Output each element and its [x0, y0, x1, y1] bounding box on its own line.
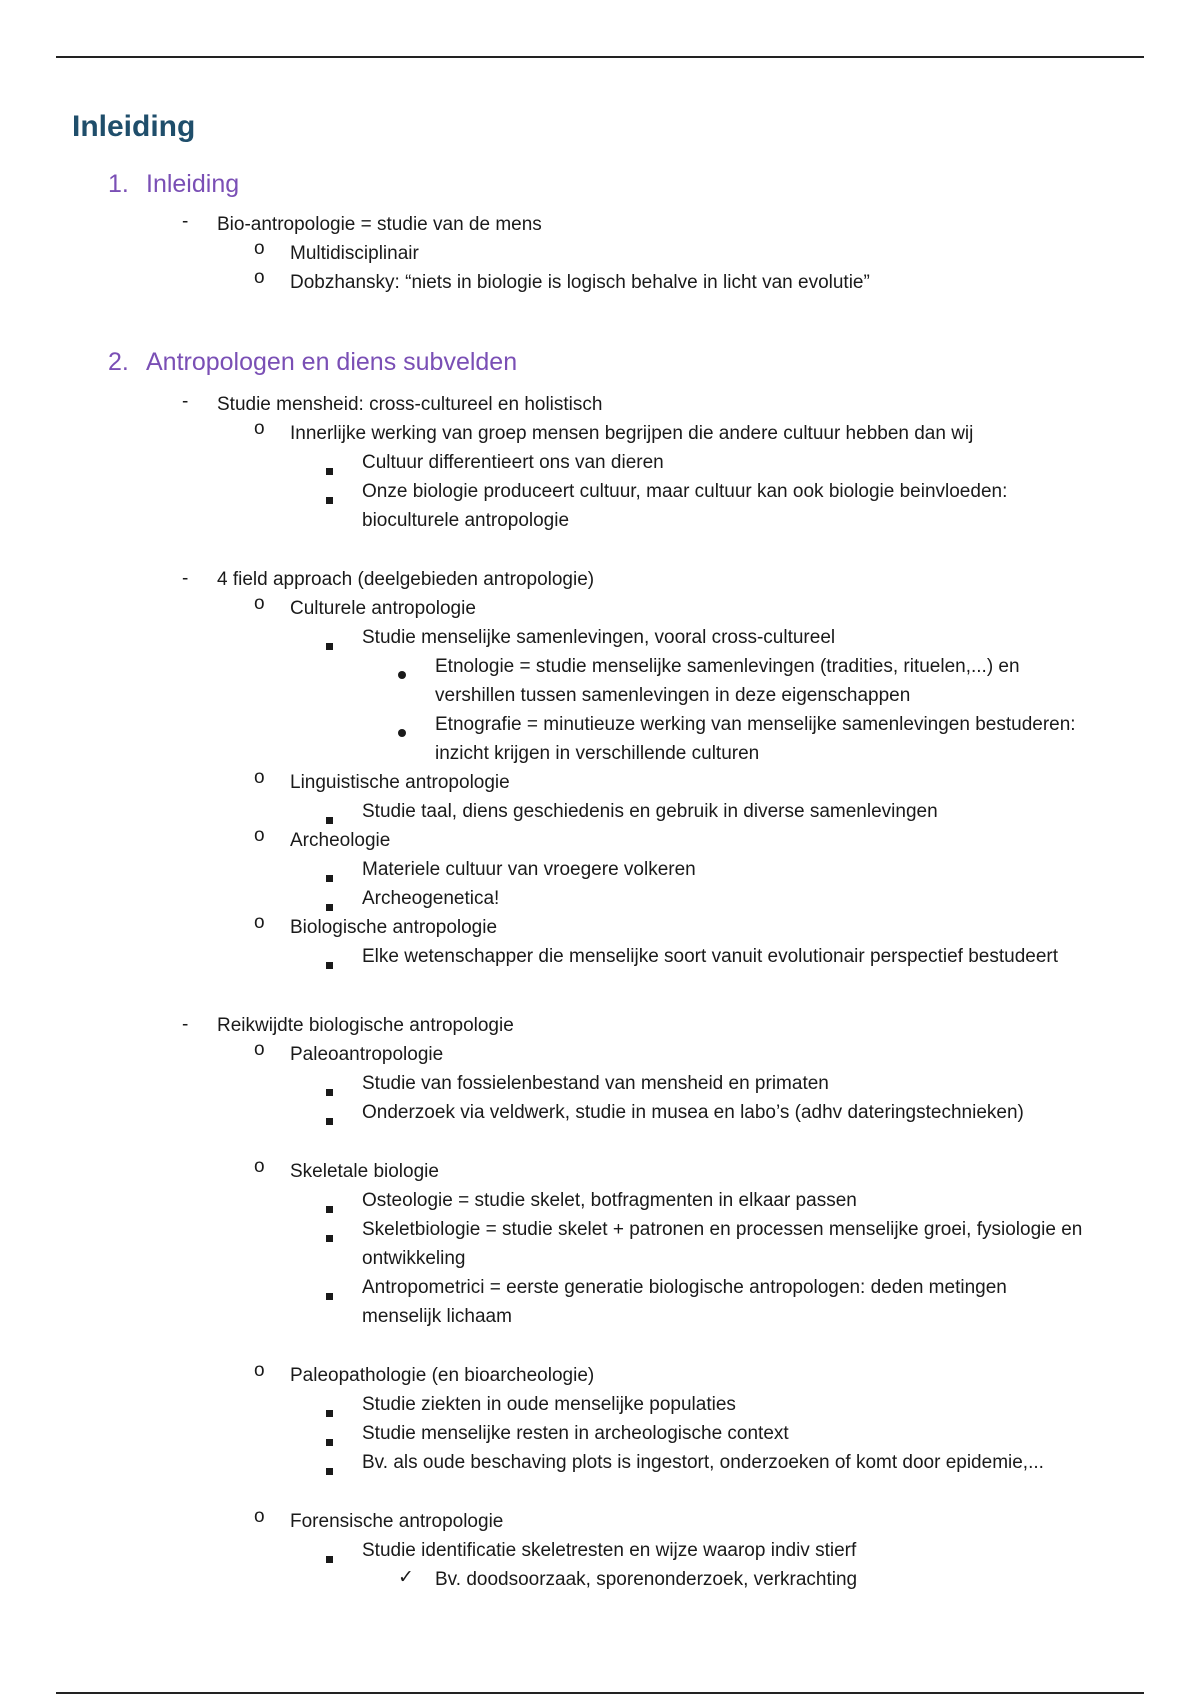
list-item-continuation: bioculturele antropologie: [362, 510, 570, 531]
list-item: Studie van fossielenbestand van mensheid en primaten: [362, 1073, 829, 1094]
list-item: Skeletale biologie: [290, 1161, 439, 1182]
list-item: Studie ziekten in oude menselijke populaties: [362, 1394, 736, 1415]
section-title: Inleiding: [146, 170, 240, 198]
check-marker: ✓: [398, 1567, 414, 1588]
list-item: 4 field approach (deelgebieden antropologie): [217, 569, 595, 590]
list-item: Paleoantropologie: [290, 1044, 444, 1065]
list-item: Antropometrici = eerste generatie biologische antropologen: deden metingen: [362, 1277, 1007, 1298]
list-item: Studie identificatie skeletresten en wijze waarop indiv stierf: [362, 1540, 857, 1561]
section-heading-1: [108, 170, 239, 199]
list-item: Studie mensheid: cross-cultureel en holistisch: [217, 394, 603, 415]
list-item-continuation: menselijk lichaam: [362, 1306, 512, 1327]
square-bullet: [326, 488, 333, 510]
section-title: Antropologen en diens subvelden: [146, 348, 518, 376]
square-bullet: [326, 1080, 333, 1102]
header-rule: [56, 56, 1144, 58]
square-bullet: [326, 1109, 333, 1131]
square-bullet: [326, 866, 333, 888]
circle-marker: o: [254, 825, 265, 846]
list-item-continuation: ontwikkeling: [362, 1248, 466, 1269]
dash-marker: -: [182, 211, 189, 232]
list-item: Reikwijdte biologische antropologie: [217, 1015, 514, 1036]
list-item: Multidisciplinair: [290, 243, 419, 264]
list-item: Linguistische antropologie: [290, 772, 510, 793]
list-item: Forensische antropologie: [290, 1511, 504, 1532]
circle-marker: o: [254, 912, 265, 933]
list-item: Cultuur differentieert ons van dieren: [362, 452, 664, 473]
square-bullet: [326, 1547, 333, 1569]
circle-marker: o: [254, 418, 265, 439]
circle-marker: o: [254, 238, 265, 259]
page-title: Inleiding: [72, 110, 196, 143]
section-heading-2: [108, 348, 517, 377]
list-item: Onderzoek via veldwerk, studie in musea en labo’s (adhv dateringstechnieken): [362, 1102, 1024, 1123]
list-item: Bv. als oude beschaving plots is ingestort, onderzoeken of komt door epidemie,...: [362, 1452, 1044, 1473]
list-item: Etnografie = minutieuze werking van menselijke samenlevingen bestuderen:: [435, 714, 1076, 735]
list-item: Bio-antropologie = studie van de mens: [217, 214, 542, 235]
square-bullet: [326, 1401, 333, 1423]
footer-rule: [56, 1692, 1144, 1694]
list-item: Bv. doodsoorzaak, sporenonderzoek, verkrachting: [435, 1569, 858, 1590]
circle-marker: o: [254, 1506, 265, 1527]
section-number: 2.: [108, 348, 129, 376]
circle-marker: o: [254, 767, 265, 788]
section-number: 1.: [108, 170, 129, 198]
dash-marker: -: [182, 1014, 189, 1035]
circle-marker: o: [254, 1156, 265, 1177]
list-item: Studie taal, diens geschiedenis en gebruik in diverse samenlevingen: [362, 801, 938, 822]
list-item: Dobzhansky: “niets in biologie is logisch behalve in licht van evolutie”: [290, 272, 870, 293]
list-item: Innerlijke werking van groep mensen begrijpen die andere cultuur hebben dan wij: [290, 423, 974, 444]
square-bullet: [326, 1459, 333, 1481]
list-item: Elke wetenschapper die menselijke soort vanuit evolutionair perspectief bestudeert: [362, 946, 1059, 967]
list-item: Paleopathologie (en bioarcheologie): [290, 1365, 595, 1386]
square-bullet: [326, 1197, 333, 1219]
list-item: Archeogenetica!: [362, 888, 500, 909]
round-bullet: [398, 663, 406, 685]
list-item: Etnologie = studie menselijke samenlevingen (tradities, rituelen,...) en: [435, 656, 1020, 677]
circle-marker: o: [254, 267, 265, 288]
list-item: Biologische antropologie: [290, 917, 498, 938]
square-bullet: [326, 1430, 333, 1452]
round-bullet: [398, 721, 406, 743]
square-bullet: [326, 953, 333, 975]
list-item: Culturele antropologie: [290, 598, 476, 619]
list-item: Materiele cultuur van vroegere volkeren: [362, 859, 696, 880]
list-item-continuation: inzicht krijgen in verschillende culturen: [435, 743, 760, 764]
dash-marker: -: [182, 568, 189, 589]
square-bullet: [326, 459, 333, 481]
list-item: Onze biologie produceert cultuur, maar cultuur kan ook biologie beinvloeden:: [362, 481, 1008, 502]
circle-marker: o: [254, 593, 265, 614]
square-bullet: [326, 634, 333, 656]
list-item: Archeologie: [290, 830, 391, 851]
circle-marker: o: [254, 1039, 265, 1060]
list-item: Osteologie = studie skelet, botfragmenten in elkaar passen: [362, 1190, 857, 1211]
square-bullet: [326, 1284, 333, 1306]
dash-marker: -: [182, 391, 189, 412]
square-bullet: [326, 1226, 333, 1248]
list-item: Studie menselijke samenlevingen, vooral cross-cultureel: [362, 627, 836, 648]
circle-marker: o: [254, 1360, 265, 1381]
list-item: Skeletbiologie = studie skelet + patronen en processen menselijke groei, fysiologie en: [362, 1219, 1083, 1240]
list-item-continuation: vershillen tussen samenlevingen in deze eigenschappen: [435, 685, 911, 706]
list-item: Studie menselijke resten in archeologische context: [362, 1423, 789, 1444]
